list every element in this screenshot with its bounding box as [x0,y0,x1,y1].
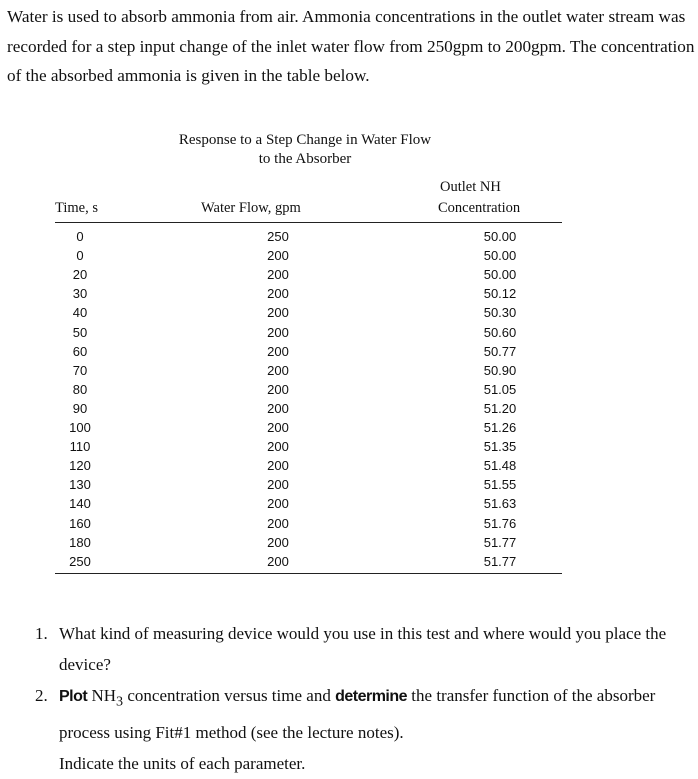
cell-time: 70 [72,363,88,378]
cell-concentration: 50.30 [483,305,517,320]
cell-time: 160 [69,516,91,531]
cell-water-flow: 200 [267,535,289,550]
cell-concentration: 51.76 [483,516,517,531]
cell-time: 110 [69,439,91,454]
cell-time: 0 [76,248,84,263]
question-2-text [59,680,689,779]
cell-water-flow: 200 [267,248,289,263]
cell-concentration: 51.26 [483,420,517,435]
cell-time: 180 [69,535,91,550]
cell-time: 80 [72,382,88,397]
cell-water-flow: 200 [267,286,289,301]
cell-water-flow: 200 [267,554,289,569]
table-header-rule [55,222,562,223]
cell-concentration: 51.48 [483,458,517,473]
cell-concentration: 51.77 [483,554,517,569]
header-time: Time, s [55,200,98,216]
question-1-text: What kind of measuring device would you use in this test and where would you place the device? [59,624,667,674]
table-bottom-rule [55,573,562,574]
cell-concentration: 51.05 [483,382,517,397]
cell-time: 120 [69,458,91,473]
question-2-number: 2. [35,686,48,705]
cell-water-flow: 200 [267,420,289,435]
cell-concentration: 50.00 [483,267,517,282]
cell-concentration: 50.12 [483,286,517,301]
question-2-nh: NH [87,686,117,705]
cell-water-flow: 200 [267,439,289,454]
cell-water-flow: 200 [267,477,289,492]
cell-concentration: 51.55 [483,477,517,492]
question-2-units: Indicate the units of each parameter. [59,754,306,774]
cell-concentration: 51.35 [483,439,517,454]
cell-concentration: 50.90 [483,363,517,378]
cell-time: 40 [72,305,88,320]
cell-water-flow: 200 [267,325,289,340]
table-caption-line2: to the Absorber [258,151,352,167]
cell-time: 140 [69,496,91,511]
cell-water-flow: 200 [267,363,289,378]
cell-water-flow: 200 [267,267,289,282]
cell-time: 90 [72,401,88,416]
cell-time: 100 [69,420,91,435]
question-2-subscript: 3 [116,693,124,710]
question-2-bold-plot: Plot [59,688,88,705]
cell-time: 30 [72,286,88,301]
question-1-number: 1. [35,624,48,643]
cell-concentration: 50.60 [483,325,517,340]
cell-water-flow: 200 [267,496,289,511]
cell-water-flow: 200 [267,305,289,320]
cell-water-flow: 200 [267,458,289,473]
cell-concentration: 50.00 [483,229,517,244]
problem-intro: Water is used to absorb ammonia from air. Ammonia concentrations in the outlet water stream was recorded for a step input change of the inlet water flow from 250gpm to 200gpm. The concentration of the absorbed ammonia is given in the table below. [7,7,695,85]
cell-time: 0 [76,229,84,244]
cell-water-flow: 250 [267,229,289,244]
cell-water-flow: 200 [267,401,289,416]
header-concentration-line1: Outlet NH [440,179,501,195]
cell-concentration: 50.00 [483,248,517,263]
table-caption-line1: Response to a Step Change in Water Flow [178,132,432,148]
question-2-bold-determine: determine [335,688,408,705]
cell-concentration: 51.20 [483,401,517,416]
cell-water-flow: 200 [267,382,289,397]
cell-concentration: 51.63 [483,496,517,511]
cell-water-flow: 200 [267,344,289,359]
cell-time: 50 [72,325,88,340]
question-2-mid: concentration versus time and [123,686,336,705]
cell-time: 250 [69,554,91,569]
header-concentration-line2: Concentration [438,200,521,216]
cell-time: 20 [72,267,88,282]
cell-water-flow: 200 [267,516,289,531]
cell-concentration: 50.77 [483,344,517,359]
header-water-flow: Water Flow, gpm [201,200,301,216]
cell-concentration: 51.77 [483,535,517,550]
question-2-end: the transfer function of the absorber process using Fit#1 method (see the lecture notes). [59,686,656,743]
cell-time: 60 [72,344,88,359]
cell-time: 130 [69,477,91,492]
